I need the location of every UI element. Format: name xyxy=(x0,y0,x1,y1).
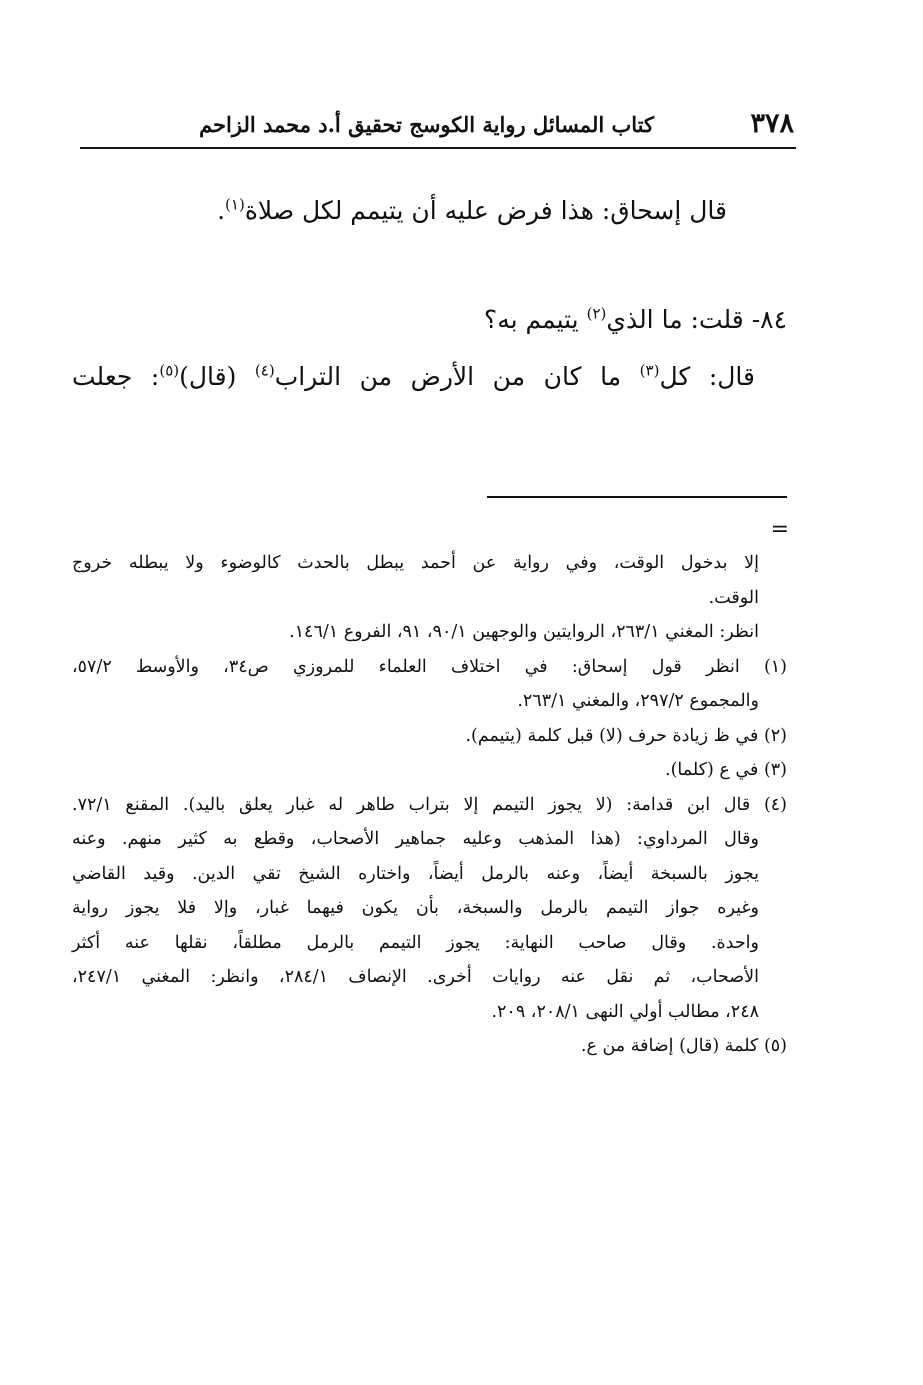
header-rule xyxy=(80,147,796,149)
footnote-text: انظر قول إسحاق: في اختلاف العلماء للمروزي ص٣٤، والأوسط ٥٧/٢، xyxy=(72,656,740,677)
footnote-number: (٣) xyxy=(763,760,787,780)
footnote-line: يجوز بالسبخة أيضاً، وعنه بالرمل أيضاً، واختاره الشيخ تقي الدين. وقيد القاضي xyxy=(72,863,759,884)
main-text: قال إسحاق: هذا فرض عليه أن يتيمم لكل صلاة xyxy=(244,196,727,225)
footnote-line: الوقت. xyxy=(708,587,759,608)
footnote-line: انظر: المغني ٢٦٣/١، الروايتين والوجهين ٩٠/١، ٩١، الفروع ١٤٦/١. xyxy=(289,622,759,642)
answer-text-2: ما كان من الأرض من التراب xyxy=(274,362,622,391)
footnote-3 xyxy=(72,757,787,783)
footnote-4 xyxy=(72,792,787,1025)
question-number: ٨٤- xyxy=(751,305,787,334)
footnote-line: وقال المرداوي: (هذا المذهب وعليه جماهير الأصحاب، وقطع به كثير منهم. وعنه xyxy=(72,829,759,849)
footnote-line xyxy=(72,654,787,680)
footnote-number: (٥) xyxy=(763,1036,787,1056)
footnote-line: وغيره جواز التيمم بالرمل والسبخة، بأن يكون فيهما غبار، وإلا فلا يجوز رواية xyxy=(72,898,759,918)
footnote-line xyxy=(72,723,787,749)
footnote-ref-1: (١) xyxy=(225,195,245,214)
footnote-5 xyxy=(72,1033,787,1059)
page-header xyxy=(80,108,794,144)
main-paragraph-ishaq xyxy=(217,196,727,225)
footnote-text: في ظ زيادة حرف (لا) قبل كلمة (يتيمم). xyxy=(465,725,759,746)
footnote-line xyxy=(72,1033,787,1059)
footnote-text: في ع (كلما). xyxy=(665,760,759,780)
running-title: كتاب المسائل رواية الكوسج تحقيق أ.د محمد الزاحم xyxy=(199,112,654,137)
footnote-ref-4: (٤) xyxy=(254,361,275,380)
footnote-line: والمجموع ٢٩٧/٢، والمغني ٢٦٣/١. xyxy=(517,691,759,711)
answer-text-4: : جعلت xyxy=(72,362,160,391)
footnote-2 xyxy=(72,723,787,749)
footnote-line xyxy=(72,757,787,783)
main-text-end: . xyxy=(217,196,226,225)
footnotes xyxy=(72,550,787,1068)
footnote-line: إلا بدخول الوقت، وفي رواية عن أحمد يبطل بالحدث كالوضوء ولا يبطله خروج xyxy=(72,553,759,573)
footnote-1 xyxy=(72,654,787,715)
footnote-ref-5: (٥) xyxy=(159,361,180,380)
footnote-text: قال ابن قدامة: (لا يجوز التيمم إلا بتراب طاهر له غبار يعلق باليد). المقنع ٧٢/١. xyxy=(72,794,751,815)
question-text-end: يتيمم به؟ xyxy=(483,305,579,334)
footnote-line xyxy=(72,792,787,818)
continuation-mark: = xyxy=(770,517,789,542)
footnote-rule xyxy=(487,496,787,498)
footnote-text: كلمة (قال) إضافة من ع. xyxy=(580,1036,759,1056)
footnote-ref-3: (٣) xyxy=(639,361,660,380)
footnote-line: واحدة. وقال صاحب النهاية: يجوز التيمم بالرمل مطلقاً، نقلها عنه أكثر xyxy=(72,932,759,953)
footnote-number: (٢) xyxy=(763,725,787,746)
answer-84 xyxy=(72,362,787,391)
footnote-line: الأصحاب، ثم نقل عنه روايات أخرى. الإنصاف ٢٨٤/١، وانظر: المغني ٢٤٧/١، xyxy=(72,967,759,987)
footnote-ref-2: (٢) xyxy=(586,304,607,323)
answer-text: قال: كل xyxy=(659,362,755,391)
footnote-number: (٤) xyxy=(763,794,787,815)
footnote-continuation xyxy=(72,550,787,645)
question-84 xyxy=(484,305,787,334)
question-text: قلت: ما الذي xyxy=(606,305,744,334)
answer-text-3: (قال) xyxy=(179,362,237,391)
footnote-number: (١) xyxy=(763,656,787,677)
page-number: ٣٧٨ xyxy=(750,108,794,139)
footnote-line: ٢٤٨، مطالب أولي النهى ٢٠٨/١، ٢٠٩. xyxy=(491,1001,759,1022)
